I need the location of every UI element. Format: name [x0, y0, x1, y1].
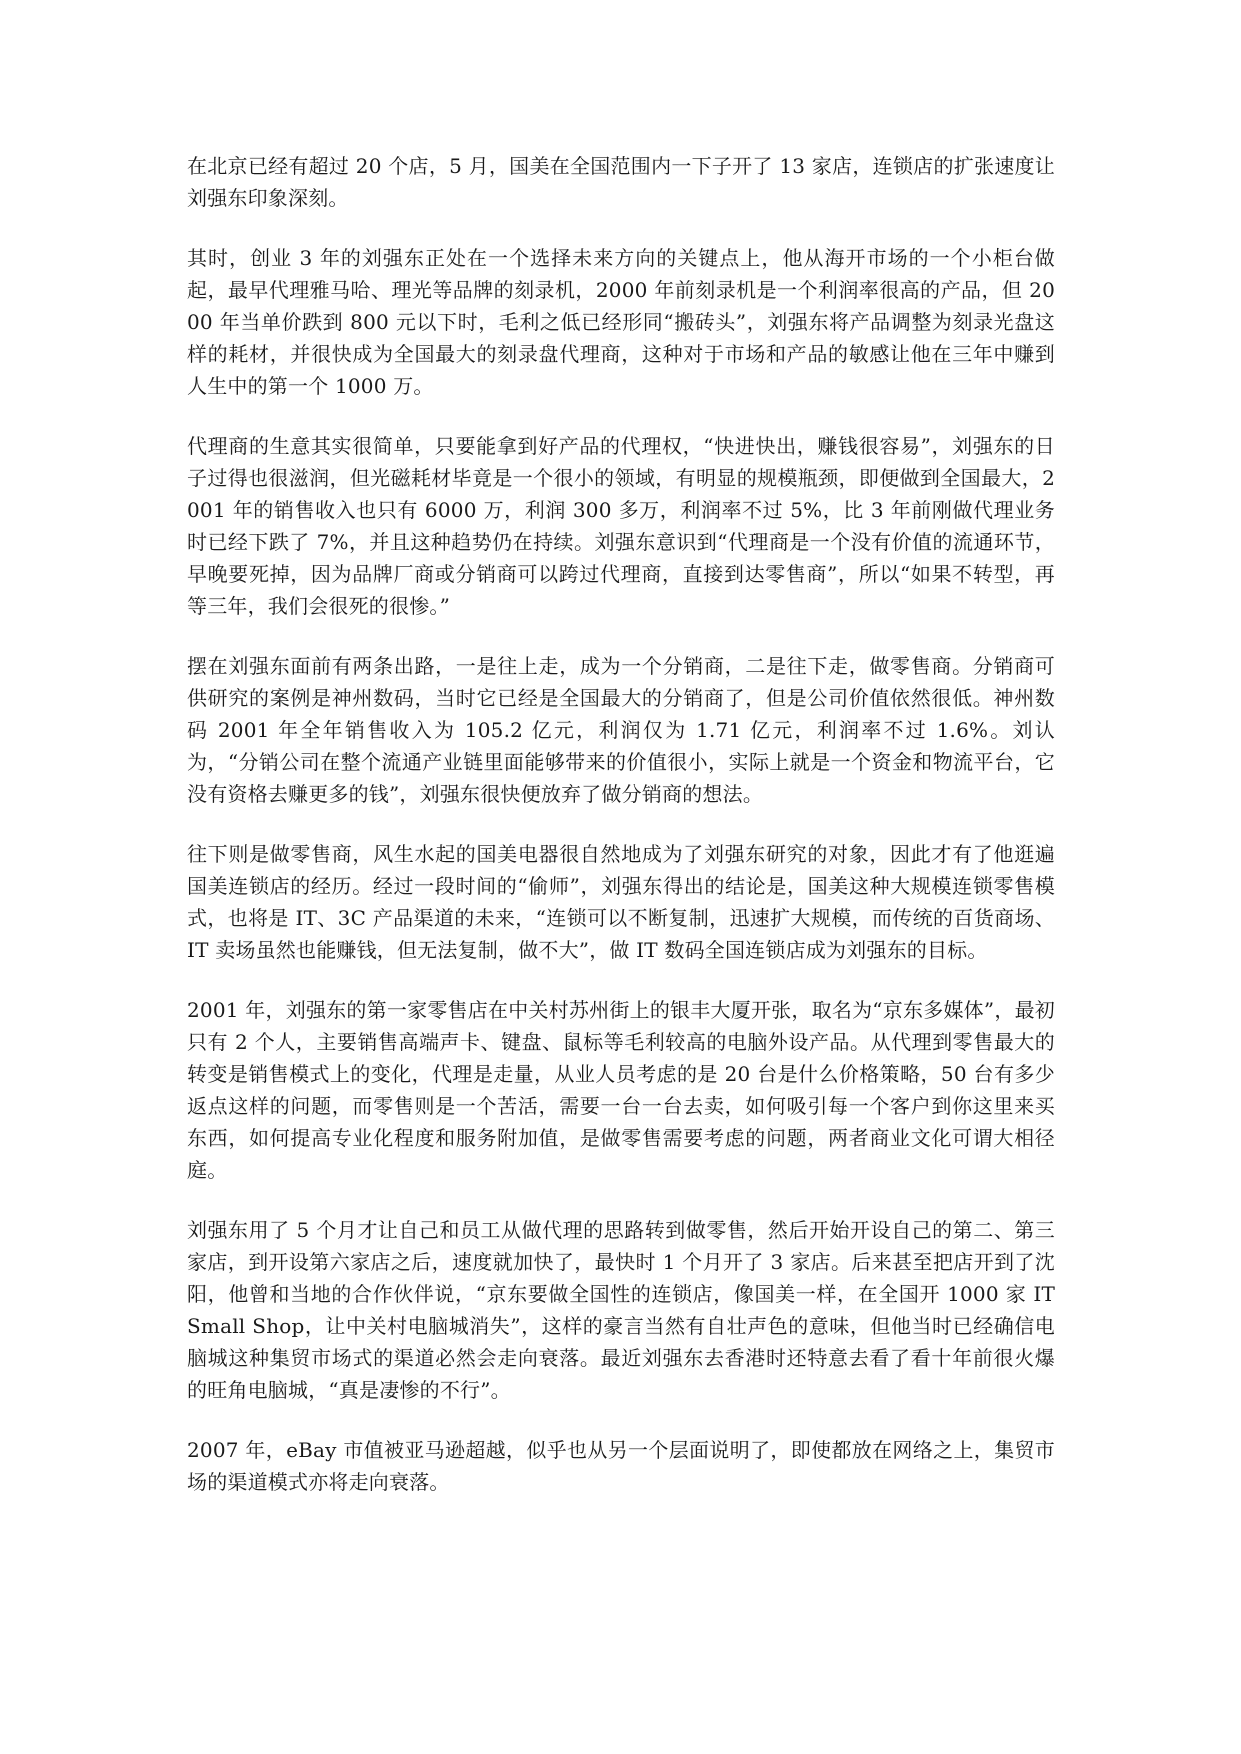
paragraph-6: 2001 年，刘强东的第一家零售店在中关村苏州街上的银丰大厦开张，取名为“京东多媒体”，最初只有 2 个人，主要销售高端声卡、键盘、鼠标等毛利较高的电脑外设产品。从代理到零售最大的转变是销售模式上的变化，代理是走量，从业人员考虑的是 20 台是什么价格策略，50 台有多少返点这样的问题，而零售则是一个苦活，需要一台一台去卖，如何吸引每一个客户到你这里来买东西，如何提高专业化程度和服务附加值，是做零售需要考虑的问题，两者商业文化可谓大相径庭。	[187, 998, 1055, 1182]
paragraph-5: 往下则是做零售商，风生水起的国美电器很自然地成为了刘强东研究的对象，因此才有了他逛遍国美连锁店的经历。经过一段时间的“偷师”，刘强东得出的结论是，国美这种大规模连锁零售模式，也将是 IT、3C 产品渠道的未来，“连锁可以不断复制，迅速扩大规模，而传统的百货商场、IT 卖场虽然也能赚钱，但无法复制，做不大”，做 IT 数码全国连锁店成为刘强东的目标。	[187, 842, 1055, 962]
paragraph-2: 其时，创业 3 年的刘强东正处在一个选择未来方向的关键点上，他从海开市场的一个小柜台做起，最早代理雅马哈、理光等品牌的刻录机，2000 年前刻录机是一个利润率很高的产品，但 2000 年当单价跌到 800 元以下时，毛利之低已经形同“搬砖头”，刘强东将产品调整为刻录光盘这样的耗材，并很快成为全国最大的刻录盘代理商，这种对于市场和产品的敏感让他在三年中赚到人生中的第一个 1000 万。	[187, 246, 1055, 398]
paragraph-1: 在北京已经有超过 20 个店，5 月，国美在全国范围内一下子开了 13 家店，连锁店的扩张速度让刘强东印象深刻。	[187, 154, 1055, 210]
paragraph-4: 摆在刘强东面前有两条出路，一是往上走，成为一个分销商，二是往下走，做零售商。分销商可供研究的案例是神州数码，当时它已经是全国最大的分销商了，但是公司价值依然很低。神州数码 2001 年全年销售收入为 105.2 亿元，利润仅为 1.71 亿元，利润率不过 1.6%。刘认为，“分销公司在整个流通产业链里面能够带来的价值很小，实际上就是一个资金和物流平台，它没有资格去赚更多的钱”，刘强东很快便放弃了做分销商的想法。	[187, 654, 1055, 806]
paragraph-7: 刘强东用了 5 个月才让自己和员工从做代理的思路转到做零售，然后开始开设自己的第二、第三家店，到开设第六家店之后，速度就加快了，最快时 1 个月开了 3 家店。后来甚至把店开到了沈阳，他曾和当地的合作伙伴说，“京东要做全国性的连锁店，像国美一样，在全国开 1000 家 IT Small Shop，让中关村电脑城消失”，这样的豪言当然有自壮声色的意味，但他当时已经确信电脑城这种集贸市场式的渠道必然会走向衰落。最近刘强东去香港时还特意去看了看十年前很火爆的旺角电脑城，“真是凄惨的不行”。	[187, 1218, 1056, 1402]
paragraph-3: 代理商的生意其实很简单，只要能拿到好产品的代理权，“快进快出，赚钱很容易”，刘强东的日子过得也很滋润，但光磁耗材毕竟是一个很小的领域，有明显的规模瓶颈，即便做到全国最大，2001 年的销售收入也只有 6000 万，利润 300 多万，利润率不过 5%，比 3 年前刚做代理业务时已经下跌了 7%，并且这种趋势仍在持续。刘强东意识到“代理商是一个没有价值的流通环节，早晚要死掉，因为品牌厂商或分销商可以跨过代理商，直接到达零售商”，所以“如果不转型，再等三年，我们会很死的很惨。”	[187, 434, 1055, 618]
paragraph-8: 2007 年，eBay 市值被亚马逊超越，似乎也从另一个层面说明了，即使都放在网络之上，集贸市场的渠道模式亦将走向衰落。	[187, 1438, 1055, 1494]
document-page	[187, 150, 1055, 1498]
